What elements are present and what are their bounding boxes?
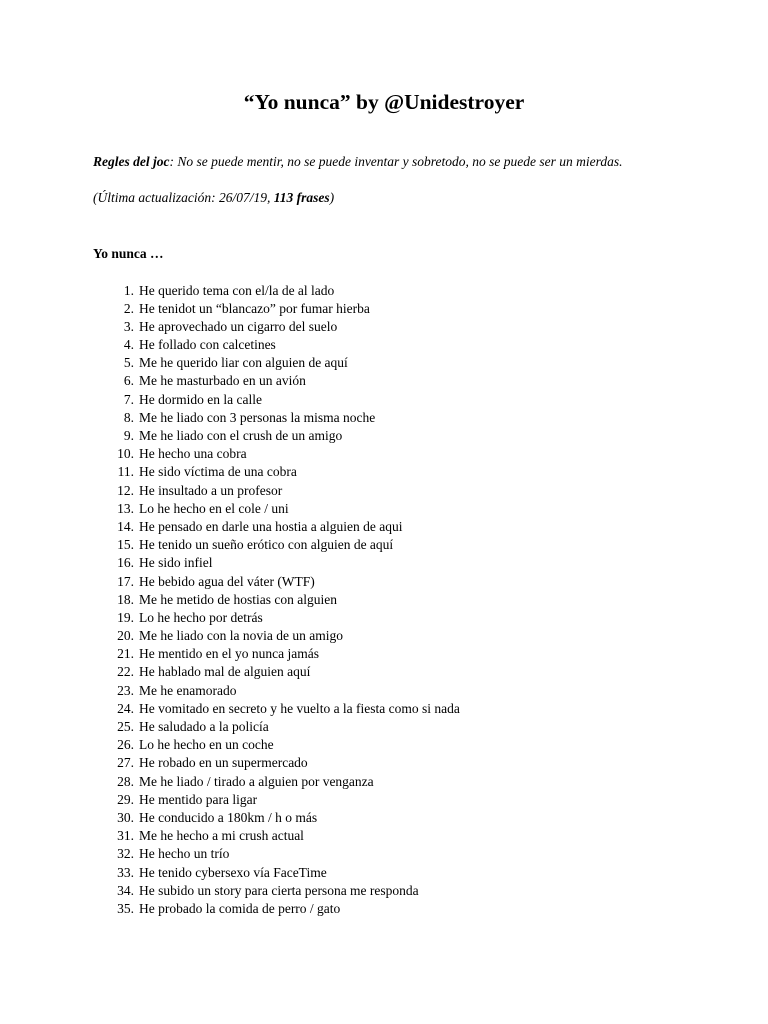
- list-item-number: 11.: [117, 464, 134, 480]
- update-suffix: ): [329, 190, 335, 205]
- list-item-text: He subido un story para cierta persona me responda: [139, 882, 419, 898]
- list-item-text: Me he liado con la novia de un amigo: [139, 628, 343, 644]
- list-item: [0, 500, 768, 518]
- list-item-number: 7.: [123, 391, 134, 407]
- list-item-number: 5.: [123, 355, 134, 371]
- list-item-text: Lo he hecho por detrás: [139, 609, 263, 625]
- list-item: [0, 809, 768, 827]
- list-item-number: 30.: [117, 809, 134, 825]
- list-item-number: 14.: [117, 518, 134, 534]
- list-item: [0, 609, 768, 627]
- list-item-text: He conducido a 180km / h o más: [139, 809, 318, 825]
- list-item-number: 31.: [117, 828, 134, 844]
- list-item-number: 16.: [117, 555, 134, 571]
- list-item-number: 15.: [117, 537, 134, 553]
- list-item-text: He vomitado en secreto y he vuelto a la fiesta como si nada: [139, 700, 460, 716]
- list-item: [0, 700, 768, 718]
- document-title: “Yo nunca” by @Unidestroyer: [243, 90, 525, 114]
- list-item-text: He sido víctima de una cobra: [139, 464, 297, 480]
- list-item: [0, 336, 768, 354]
- list-item: [0, 372, 768, 390]
- list-item-number: 13.: [117, 500, 134, 516]
- list-item-number: 21.: [117, 646, 134, 662]
- list-item-text: He hecho un trío: [139, 846, 230, 862]
- list-item: [0, 391, 768, 409]
- list-item: [0, 845, 768, 863]
- list-item-number: 9.: [123, 428, 134, 443]
- list-item-number: 22.: [117, 664, 134, 680]
- list-item-text: Me he querido liar con alguien de aquí: [139, 355, 348, 371]
- list-item-number: 17.: [117, 573, 134, 589]
- list-item-number: 24.: [117, 700, 134, 716]
- rules-label: Regles del joc: [93, 154, 170, 169]
- list-item-text: He pensado en darle una hostia a alguien de aqui: [139, 518, 403, 534]
- game-rules: [93, 152, 753, 172]
- list-item-number: 29.: [117, 791, 134, 807]
- list-item: [0, 573, 768, 591]
- list-item: [0, 554, 768, 572]
- list-item-number: 18.: [117, 591, 134, 607]
- list-item-number: 10.: [117, 446, 134, 462]
- list-item: [0, 518, 768, 536]
- list-item-text: He tenidot un “blancazo” por fumar hierba: [139, 300, 370, 316]
- list-item-number: 1.: [123, 282, 134, 298]
- list-item-text: He saludado a la policía: [139, 719, 269, 734]
- list-item-number: 4.: [123, 337, 134, 353]
- list-item-text: He querido tema con el/la de al lado: [139, 282, 335, 298]
- list-item-text: Me he liado con el crush de un amigo: [139, 428, 343, 443]
- list-item-number: 28.: [117, 773, 134, 789]
- list-item-number: 19.: [117, 609, 134, 625]
- list-item: [0, 318, 768, 336]
- list-item-number: 32.: [117, 846, 134, 862]
- list-item: [0, 463, 768, 481]
- list-item-text: Lo he hecho en el cole / uni: [139, 500, 289, 516]
- list-item-text: He dormido en la calle: [139, 391, 262, 407]
- list-item-text: Me he metido de hostias con alguien: [139, 591, 337, 607]
- list-item-number: 27.: [117, 755, 134, 771]
- list-item-text: He aprovechado un cigarro del suelo: [139, 318, 338, 334]
- list-item-number: 26.: [117, 737, 134, 753]
- list-item-text: He robado en un supermercado: [139, 755, 308, 771]
- list-item-number: 12.: [117, 482, 134, 498]
- list-item-number: 20.: [117, 628, 134, 644]
- last-update-note: [93, 188, 334, 208]
- list-item-text: Me he hecho a mi crush actual: [139, 828, 304, 844]
- list-item: [0, 736, 768, 754]
- list-item-text: He probado la comida de perro / gato: [139, 900, 341, 916]
- section-heading: Yo nunca …: [93, 246, 164, 261]
- list-item: [0, 482, 768, 500]
- list-item-number: 23.: [117, 682, 134, 698]
- list-item: [0, 900, 768, 918]
- rules-text: : No se puede mentir, no se puede inventar y sobretodo, no se puede ser un mierdas.: [169, 154, 623, 169]
- list-item: [0, 536, 768, 554]
- list-item-number: 2.: [123, 300, 134, 316]
- list-item-text: He follado con calcetines: [139, 337, 276, 353]
- list-item: [0, 864, 768, 882]
- list-item-number: 6.: [123, 373, 134, 389]
- list-item-number: 8.: [123, 409, 134, 425]
- list-item: [0, 627, 768, 645]
- list-item: [0, 882, 768, 900]
- list-item-text: Lo he hecho en un coche: [139, 737, 274, 753]
- list-item: [0, 773, 768, 791]
- list-item: [0, 591, 768, 609]
- list-item: [0, 282, 768, 300]
- list-item-text: He tenido un sueño erótico con alguien de aquí: [139, 537, 394, 553]
- update-prefix: (Última actualización: 26/07/19,: [93, 190, 274, 205]
- list-item: [0, 791, 768, 809]
- list-item-text: He tenido cybersexo vía FaceTime: [139, 864, 327, 880]
- list-item: [0, 445, 768, 463]
- list-item: [0, 300, 768, 318]
- list-item-number: 34.: [117, 882, 134, 898]
- list-item-text: He sido infiel: [139, 555, 213, 571]
- list-item: [0, 409, 768, 427]
- list-item: [0, 354, 768, 372]
- list-item-text: He insultado a un profesor: [139, 482, 283, 498]
- list-item-text: He hablado mal de alguien aquí: [139, 664, 311, 680]
- list-item: [0, 645, 768, 663]
- list-item-number: 3.: [123, 318, 134, 334]
- list-item: [0, 682, 768, 700]
- list-item-text: He mentido para ligar: [139, 791, 258, 807]
- list-item-text: Me he masturbado en un avión: [139, 373, 306, 389]
- list-item-text: He mentido en el yo nunca jamás: [139, 646, 319, 662]
- list-item: [0, 663, 768, 681]
- list-item: [0, 427, 768, 445]
- list-item-text: Me he liado / tirado a alguien por venganza: [139, 773, 374, 789]
- list-item-text: Me he liado con 3 personas la misma noche: [139, 409, 376, 425]
- list-item-text: Me he enamorado: [139, 682, 237, 698]
- list-item-number: 35.: [117, 900, 134, 916]
- list-item: [0, 827, 768, 845]
- list-item-number: 33.: [117, 864, 134, 880]
- list-item-text: He bebido agua del váter (WTF): [139, 573, 315, 589]
- phrase-list: [0, 282, 768, 919]
- list-item-number: 25.: [117, 719, 134, 734]
- list-item: [0, 754, 768, 772]
- list-item: [0, 718, 768, 736]
- phrase-count: 113 frases: [273, 190, 330, 205]
- list-item-text: He hecho una cobra: [139, 446, 247, 462]
